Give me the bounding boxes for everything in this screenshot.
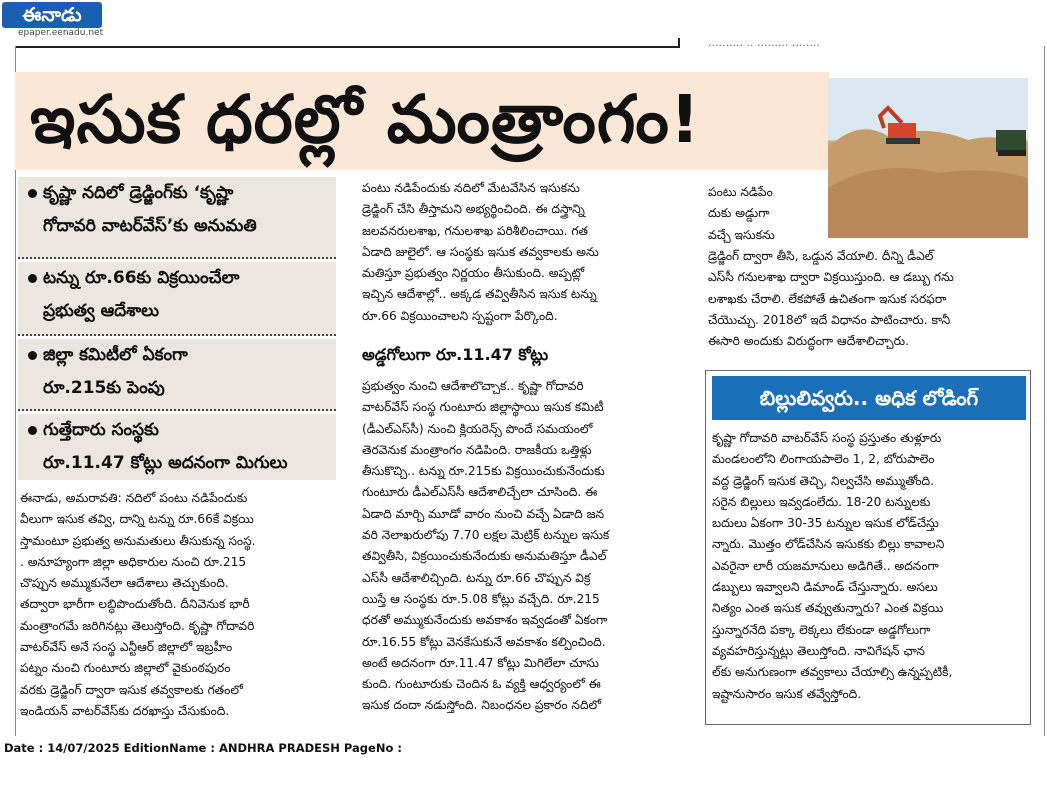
text-line: తీసుకొచ్చి.. టన్ను రూ.215కు విక్రయించుకునేందుకు bbox=[362, 464, 605, 479]
text-line: చేయొచ్చు. 2018లో ఇదే విధానం పాటించారు. కానీ bbox=[708, 312, 951, 327]
text-line: లశాఖకు చేరాలి. లేకపోతే ఉచితంగా ఇసుక సరఫరా bbox=[708, 291, 947, 306]
text-line: పట్నం నుంచి గుంటూరు జిల్లాలో వైకుంఠపురం bbox=[20, 661, 231, 676]
highlight-item bbox=[18, 262, 336, 336]
highlight-item bbox=[18, 177, 336, 259]
text-line: నిత్యం ఎంత ఇసుక తవ్వుతున్నారు? ఎంత విక్రయి bbox=[712, 601, 944, 616]
highlight-line: రూ.11.47 కోట్లు అదనంగా మిగులు bbox=[43, 453, 288, 473]
highlight-item bbox=[18, 339, 336, 411]
text-line: ఈసారి అందుకు విరుద్ధంగా ఆదేశాలిచ్చారు. bbox=[708, 334, 909, 349]
text-line: అంటే అదనంగా రూ.11.47 కోట్లు మిగిలేలా చూసు bbox=[362, 655, 600, 670]
highlight-line: కృష్ణా నదిలో డ్రెడ్జింగ్‌కు ‘కృష్ణా bbox=[43, 183, 234, 203]
text-line: మండలంలోని లింగాయపాలెం 1, 2, బోరుపాలెం bbox=[712, 452, 935, 467]
text-line: ఈనాడు, అమరావతి: నదిలో పంటు నడిపేందుకు bbox=[20, 491, 248, 505]
text-line: వాటర్‌వేస్‌ అనే సంస్థ ఎన్టీఆర్‌ జిల్లాలో ఇబ్రహీం bbox=[20, 640, 233, 655]
bullet-icon bbox=[28, 189, 37, 198]
article-column-3-wide bbox=[708, 246, 1030, 352]
text-line: ఇచ్చిన ఆదేశాల్లో.. అక్కడ తవ్వితీసిన ఇసుక టన్ను bbox=[362, 287, 597, 302]
text-line: ఇసుక దందా నడుస్తోంది. నిబంధనల ప్రకారం నదిలో bbox=[362, 698, 602, 713]
text-line: వ్యవహరిస్తున్నట్లు తెలుస్తోంది. నావిగేషన్‌ ఛాన bbox=[712, 643, 925, 658]
text-line: వచ్చే ఇసుకను bbox=[708, 227, 775, 242]
sand-mining-photo bbox=[828, 78, 1028, 238]
text-line: రూ.16.55 కోట్లు వెనకేసుకునే అవకాశం కల్పించింది. bbox=[362, 634, 606, 649]
text-line: వరకు డ్రెడ్జింగ్‌ ద్వారా ఇసుక తవ్వకాలకు గతంలో bbox=[20, 682, 243, 697]
text-line: వరి నెలాఖరులోపు 7.70 లక్షల మెట్రిక్‌ టన్నుల ఇసుక bbox=[362, 528, 610, 543]
text-line: బదులు ఏకంగా 30-35 టన్నుల ఇసుక లోడ్‌చేస్తు bbox=[712, 516, 939, 531]
text-line: డ్రెడ్జింగ్‌ చేసి తీస్తామని అభ్యర్థించింది. ఈ దస్త్రాన్ని bbox=[362, 202, 585, 217]
text-line: డబ్బులు ఇవ్వాలని డిమాండ్‌ చేస్తున్నారు. అసలు bbox=[712, 580, 938, 595]
text-line: రూ.66 విక్రయించాలని స్పష్టంగా పేర్కొంది. bbox=[362, 308, 558, 323]
text-line: (డీఎల్‌ఎస్‌సీ) నుంచి క్లియరెన్స్‌ పొందే సమయంలో bbox=[362, 421, 593, 436]
text-line: తద్వారా భారీగా లబ్ధిపొందుతోంది. దీనివెనుక భారీ bbox=[20, 597, 250, 612]
article-subheading: అడ్డగోలుగా రూ.11.47 కోట్లు bbox=[362, 345, 549, 364]
text-line: పంటు నడిపేం bbox=[708, 185, 773, 199]
text-line: తెరవెనుక మంత్రాంగం నడిపింది. రాజకీయ ఒత్తిళ్లు bbox=[362, 442, 592, 457]
eenadu-logo[interactable]: ఈనాడు bbox=[2, 2, 102, 28]
text-line: పంటు నడిపేందుకు నదిలో మేటవేసిన ఇసుకను bbox=[362, 181, 580, 195]
text-line: ఇండియన్‌ వాటర్‌వేస్‌కు దరఖాస్తు చేసుకుంది. bbox=[20, 703, 230, 718]
article-column-1 bbox=[20, 488, 338, 722]
previous-story-fragment: .......... .. ......... ........ bbox=[708, 36, 820, 49]
excavator-icon bbox=[828, 78, 1028, 238]
bullet-icon bbox=[28, 351, 37, 360]
text-line: ఏడాది జులైలో. ఆ సంస్థకు ఇసుక తవ్వకాలకు అను bbox=[362, 244, 599, 259]
sidebar-box-heading: బిల్లులివ్వరు.. అధిక లోడింగ్‌ bbox=[712, 376, 1026, 420]
text-line: ప్రభుత్వం నుంచి ఆదేశాలొచ్చాక.. కృష్ణా గోదావరి bbox=[362, 379, 584, 393]
text-line: చొప్పున అమ్ముకునేలా ఆదేశాలు తెచ్చుకుంది. bbox=[20, 576, 229, 591]
text-line: గుంటూరు డీఎల్‌ఎస్‌సీ ఆదేశాలిచ్చేలా చూసింది. ఈ bbox=[362, 485, 598, 500]
text-line: స్తామంటూ ప్రభుత్వ అనుమతులు తీసుకున్న సంస్థ. bbox=[20, 533, 256, 548]
text-line: దుకు అడ్డుగా bbox=[708, 206, 770, 221]
text-line: తవ్వితీసి, విక్రయించుకునేందుకు అనుమతిస్తూ డీఎల్‌ bbox=[362, 549, 607, 564]
highlight-line: గోదావరి వాటర్‌వేస్‌’కు అనుమతి bbox=[43, 216, 257, 236]
text-line: మతిస్తూ ప్రభుత్వం నిర్ణయం తీసుకుంది. అప్పట్లో bbox=[362, 266, 585, 281]
epaper-url: epaper.eenadu.net bbox=[18, 28, 104, 38]
text-line: యిస్తే ఆ సంస్థకు రూ.5.08 కోట్లు వచ్చేది. రూ.215 bbox=[362, 591, 600, 606]
text-line: ఎస్‌సీ గనులశాఖ ద్వారా విక్రయిస్తుంది. ఆ డబ్బు గను bbox=[708, 270, 954, 285]
article-column-2-bottom bbox=[362, 376, 684, 717]
bullet-icon bbox=[28, 274, 37, 283]
highlight-line: గుత్తేదారు సంస్థకు bbox=[43, 420, 159, 440]
highlight-item bbox=[18, 414, 336, 480]
text-line: ఏడాది మార్చి మూడో వారం నుంచి వచ్చే ఏడాది జన bbox=[362, 506, 605, 521]
text-line: ఎవరైనా లారీ యజమానులు అడిగితే.. అదనంగా bbox=[712, 558, 939, 573]
text-line: వాటర్‌వేస్‌ సంస్థ గుంటూరు జిల్లాస్థాయి ఇసుక కమిటీ bbox=[362, 400, 604, 415]
text-line: స్తున్నారనేది పక్కా లెక్కలు లేకుండా అడ్డగోలుగా bbox=[712, 622, 931, 637]
text-line: వద్ద డ్రెడ్జింగ్‌ ఇసుక తెచ్చి, నిల్వచేసి అమ్ముతోంది. bbox=[712, 473, 935, 488]
text-line: ధరతో అమ్ముకునేందుకు అవకాశం ఇవ్వడంతో ఏకంగా bbox=[362, 613, 608, 628]
page-footer-info: Date : 14/07/2025 EditionName : ANDHRA PRADESH PageNo : bbox=[4, 741, 402, 755]
bullet-icon bbox=[28, 426, 37, 435]
text-line: ల్‌కు అనుగుణంగా తవ్వకాలు చేయాల్సి ఉన్నప్పటికీ, bbox=[712, 665, 953, 680]
text-line: కృష్ణా గోదావరి వాటర్‌వేస్‌ సంస్థ ప్రస్తుతం తుళ్లూరు bbox=[712, 431, 942, 445]
text-line: డ్రెడ్జింగ్‌ ద్వారా తీసి, ఒడ్డున వేయాలి. దీన్ని డీఎల్‌ bbox=[708, 249, 934, 263]
text-line: ఎస్‌సీ ఆదేశాలిచ్చింది. టన్ను రూ.66 చొప్పున విక్ర bbox=[362, 570, 591, 585]
text-line: సరైన బిల్లులు ఇవ్వడంలేదు. 18-20 టన్నులకు bbox=[712, 494, 931, 509]
highlight-line: రూ.215కు పెంపు bbox=[43, 378, 165, 398]
text-line: వీలుగా ఇసుక తవ్వి, దాన్ని టన్ను రూ.66కే విక్రయి bbox=[20, 512, 254, 527]
article-headline: ఇసుక ధరల్లో మంత్రాంగం! bbox=[30, 81, 701, 158]
article-column-3-narrow bbox=[708, 182, 826, 246]
highlight-line: జిల్లా కమిటీలో ఏకంగా bbox=[43, 345, 188, 365]
text-line: జలవనరులశాఖ, గనులశాఖ పరిశీలించాయి. గత bbox=[362, 223, 588, 238]
text-line: మంత్రాంగమే జరిగినట్లు తెలుస్తోంది. కృష్ణా గోదావరి bbox=[20, 618, 255, 633]
text-line: . అనూహ్యంగా జిల్లా అధికారుల నుంచి రూ.215 bbox=[20, 554, 247, 569]
text-line: ఇష్టానుసారం ఇసుక తవ్వేస్తోంది. bbox=[712, 686, 862, 701]
text-line: న్నారు. మొత్తం లోడ్‌చేసిన ఇసుకకు బిల్లు కావాలని bbox=[712, 537, 945, 552]
highlight-line: ప్రభుత్వ ఆదేశాలు bbox=[43, 301, 160, 321]
sidebar-box-body bbox=[712, 428, 1026, 705]
highlight-line: టన్ను రూ.66కు విక్రయించేలా bbox=[43, 268, 240, 288]
text-line: కుంది. గుంటూరుకు చెందిన ఓ వ్యక్తి ఆధ్వర్యంలో ఈ bbox=[362, 677, 601, 692]
article-column-2-top bbox=[362, 178, 684, 327]
